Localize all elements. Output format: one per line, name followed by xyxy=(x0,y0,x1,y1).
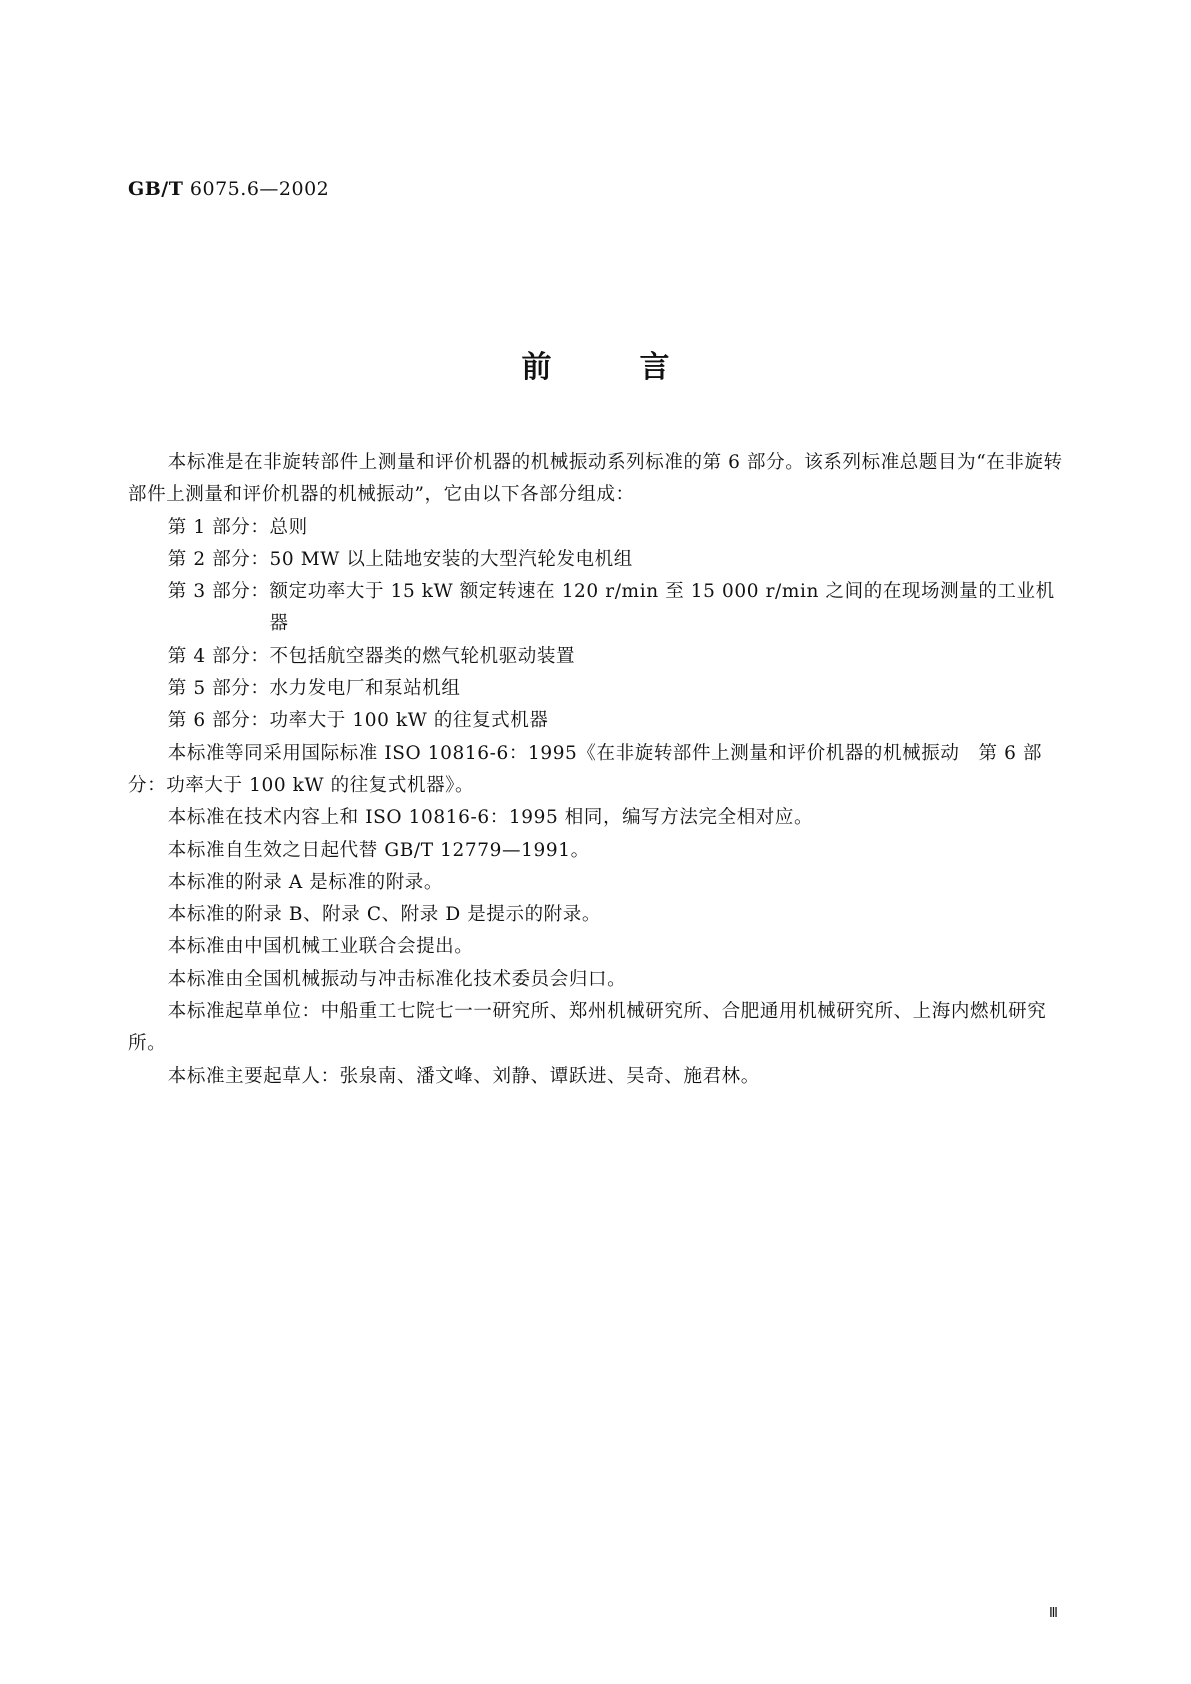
part-text: 不包括航空器类的燃气轮机驱动装置 xyxy=(269,645,576,667)
proposer-paragraph: 本标准由中国机械工业联合会提出。 xyxy=(167,936,474,958)
part-item xyxy=(128,641,1068,673)
standard-header xyxy=(128,178,329,200)
technical-content-paragraph: 本标准在技术内容上和 ISO 10816-6：1995 相同，编写方法完全相对应。 xyxy=(167,807,814,829)
part-text: 总则 xyxy=(269,516,308,538)
part-label: 第 4 部分： xyxy=(167,645,270,667)
page-number: Ⅲ xyxy=(1049,1606,1057,1621)
intro-paragraph: 本标准是在非旋转部件上测量和评价机器的机械振动系列标准的第 6 部分。该系列标准总题目为“在非旋转部件上测量和评价机器的机械振动”，它由以下各部分组成： xyxy=(128,452,1063,506)
part-text: 水力发电厂和泵站机组 xyxy=(269,678,461,700)
drafters-paragraph: 本标准主要起草人：张泉南、潘文峰、刘静、谭跃进、吴奇、施君林。 xyxy=(167,1065,760,1087)
part-item xyxy=(128,576,1068,641)
technical-committee-paragraph: 本标准由全国机械振动与冲击标准化技术委员会归口。 xyxy=(167,968,627,990)
part-text: 功率大于 100 kW 的往复式机器 xyxy=(269,710,549,732)
standard-number: 6075.6—2002 xyxy=(189,178,330,200)
part-label: 第 6 部分： xyxy=(167,710,270,732)
part-item xyxy=(128,673,1068,705)
part-label: 第 5 部分： xyxy=(167,678,270,700)
part-label: 第 3 部分： xyxy=(167,581,270,603)
part-label: 第 2 部分： xyxy=(167,548,270,570)
drafting-units-paragraph: 本标准起草单位：中船重工七院七一一研究所、郑州机械研究所、合肥通用机械研究所、上海内燃机研究所。 xyxy=(128,1001,1047,1055)
informative-annex-paragraph: 本标准的附录 B、附录 C、附录 D 是提示的附录。 xyxy=(167,904,601,926)
part-item xyxy=(128,705,1068,737)
page-title xyxy=(0,342,1191,386)
part-text: 额定功率大于 15 kW 额定转速在 120 r/min 至 15 000 r/min 之间的在现场测量的工业机器 xyxy=(269,581,1055,635)
part-item xyxy=(128,544,1068,576)
foreword-body xyxy=(128,447,1068,1093)
adoption-paragraph: 本标准等同采用国际标准 ISO 10816-6：1995《在非旋转部件上测量和评价机器的机械振动 第 6 部分：功率大于 100 kW 的往复式机器》。 xyxy=(128,742,1043,796)
normative-annex-paragraph: 本标准的附录 A 是标准的附录。 xyxy=(167,871,443,893)
title-char-2: 言 xyxy=(639,350,670,385)
part-item xyxy=(128,512,1068,544)
title-char-1: 前 xyxy=(521,350,552,385)
part-text: 50 MW 以上陆地安装的大型汽轮发电机组 xyxy=(269,548,633,570)
standard-code: GB/T xyxy=(128,178,184,200)
supersedes-paragraph: 本标准自生效之日起代替 GB/T 12779—1991。 xyxy=(167,839,590,861)
part-label: 第 1 部分： xyxy=(167,516,270,538)
